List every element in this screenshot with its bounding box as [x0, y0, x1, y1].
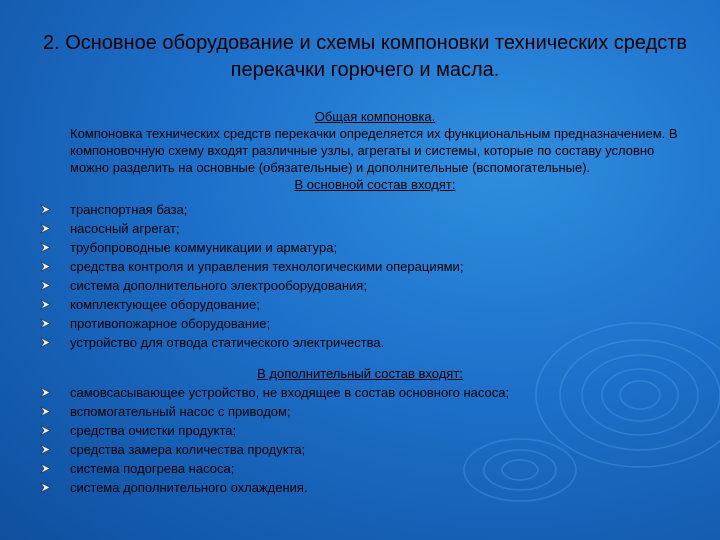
arrowhead-bullet-icon [40, 440, 54, 459]
extra-composition-list [40, 383, 690, 497]
list-item-text: устройство для отвода статического электричества. [70, 335, 385, 350]
section-heading-main: В основной состав входят: [294, 177, 456, 192]
list-item-text: насосный агрегат; [70, 221, 180, 236]
arrowhead-bullet-icon [40, 276, 54, 295]
arrowhead-bullet-icon [40, 314, 54, 333]
list-item [40, 238, 690, 257]
list-item-text: система подогрева насоса; [70, 461, 235, 476]
arrowhead-bullet-icon [40, 383, 54, 402]
list-item [40, 440, 690, 459]
arrowhead-bullet-icon [40, 402, 54, 421]
arrowhead-bullet-icon [40, 478, 54, 497]
intro-paragraph: Компоновка технических средств перекачки определяется их функциональным предназначением. В компоновочную схему входят различные узлы, агрегаты и системы, которые по составу условно можно разделить на основные (обязательные) и дополнительные (вспомогательные). [70, 126, 678, 175]
arrowhead-bullet-icon [40, 238, 54, 257]
arrowhead-bullet-icon [40, 459, 54, 478]
list-item-text: противопожарное оборудование; [70, 316, 271, 331]
slide-title: 2. Основное оборудование и схемы компоновки технических средств перекачки горючего и масла. [42, 32, 688, 81]
list-item [40, 459, 690, 478]
list-item-text: средства контроля и управления технологическими операциями; [70, 259, 464, 274]
main-composition-list [40, 200, 690, 352]
list-item [40, 402, 690, 421]
arrowhead-bullet-icon [40, 219, 54, 238]
list-item-text: средства очистки продукта; [70, 423, 237, 438]
section-heading-extra: В дополнительный состав входят: [257, 366, 463, 381]
list-item [40, 295, 690, 314]
list-item-text: самовсасывающее устройство, не входящее в состав основного насоса; [70, 385, 510, 400]
list-item [40, 383, 690, 402]
list-item-text: транспортная база; [70, 202, 188, 217]
list-item [40, 314, 690, 333]
arrowhead-bullet-icon [40, 421, 54, 440]
list-item-text: средства замера количества продукта; [70, 442, 306, 457]
arrowhead-bullet-icon [40, 295, 54, 314]
list-item [40, 219, 690, 238]
list-item [40, 478, 690, 497]
list-item-text: система дополнительного электрооборудования; [70, 278, 367, 293]
list-item-text: вспомогательный насос с приводом; [70, 404, 291, 419]
list-item-text: трубопроводные коммуникации и арматура; [70, 240, 338, 255]
list-item [40, 200, 690, 219]
list-item [40, 276, 690, 295]
intro-block [70, 108, 680, 193]
list-item [40, 257, 690, 276]
list-item [40, 421, 690, 440]
list-item-text: система дополнительного охлаждения. [70, 480, 308, 495]
arrowhead-bullet-icon [40, 333, 54, 352]
arrowhead-bullet-icon [40, 257, 54, 276]
arrowhead-bullet-icon [40, 200, 54, 219]
section-heading-general: Общая компоновка. [314, 109, 436, 124]
list-item-text: комплектующее оборудование; [70, 297, 260, 312]
list-item [40, 333, 690, 352]
